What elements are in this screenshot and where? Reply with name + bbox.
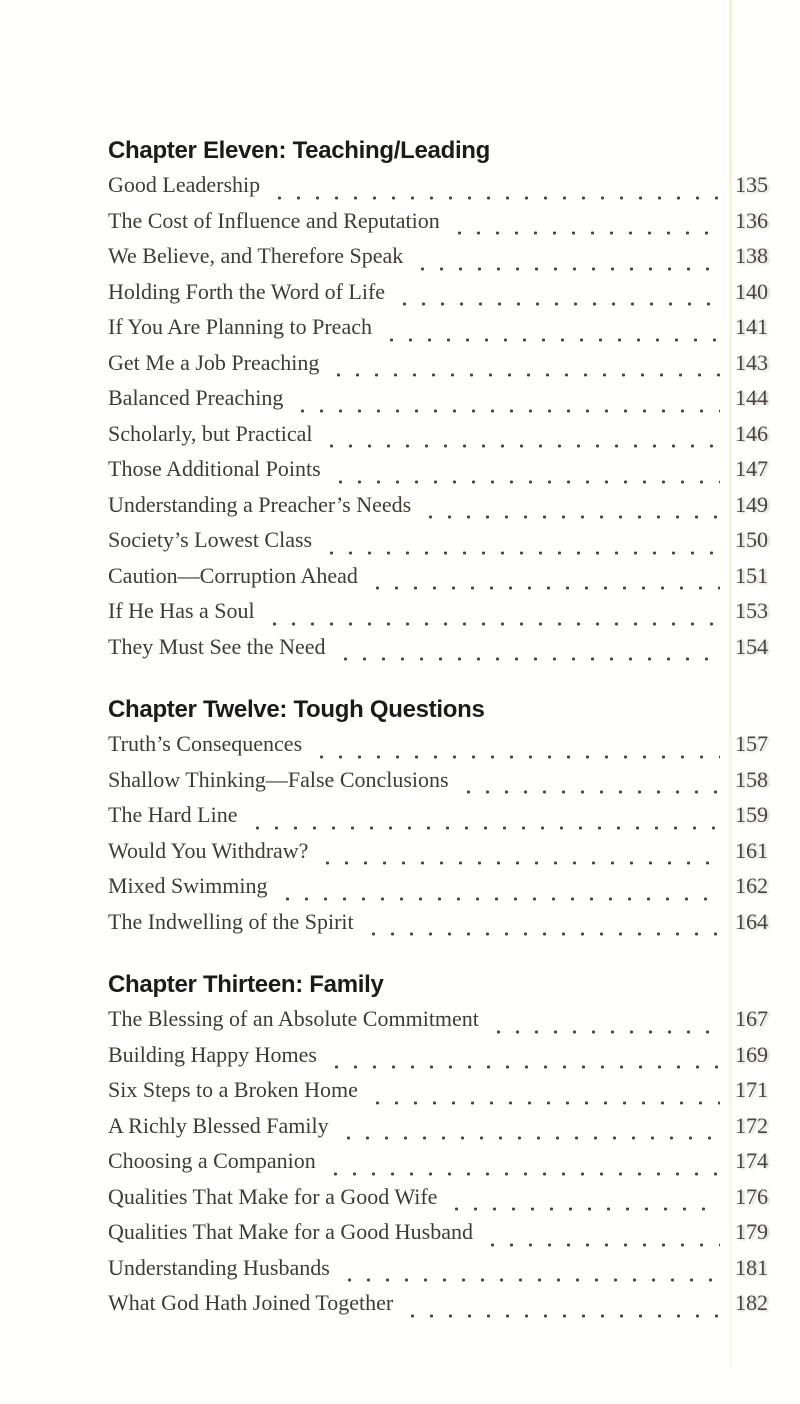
- dot-leader: [368, 1077, 720, 1113]
- table-of-contents: [108, 136, 768, 1326]
- toc-entry: [108, 456, 768, 492]
- dot-leader: [312, 731, 720, 767]
- toc-entry-page-number: 169: [735, 1041, 768, 1067]
- toc-entry-title: Good Leadership: [108, 172, 261, 197]
- toc-entry-title: Qualities That Make for a Good Husband: [108, 1219, 473, 1244]
- dot-leader: [403, 1290, 720, 1326]
- toc-entry-page-number: 146: [735, 420, 768, 446]
- toc-entry-page-number: 181: [735, 1254, 768, 1280]
- toc-entry-title: Mixed Swimming: [108, 873, 268, 898]
- toc-entry: [108, 563, 768, 599]
- toc-entry: [108, 314, 768, 350]
- toc-entry-page-number: 162: [735, 873, 768, 898]
- toc-entry-title: Building Happy Homes: [108, 1041, 317, 1067]
- toc-entry: [108, 873, 768, 909]
- toc-entry-page-number: 161: [735, 837, 768, 863]
- toc-entry: [108, 350, 768, 386]
- dot-leader: [322, 421, 720, 457]
- dot-leader: [329, 350, 720, 386]
- toc-entry-page-number: 164: [735, 908, 768, 934]
- toc-entry: [108, 767, 768, 803]
- toc-entry-page-number: 158: [735, 766, 768, 792]
- dot-leader: [327, 1042, 720, 1078]
- toc-entry-title: Six Steps to a Broken Home: [108, 1077, 358, 1102]
- toc-entry-page-number: 167: [735, 1006, 768, 1031]
- toc-entry: [108, 1077, 768, 1113]
- toc-entry-page-number: 143: [735, 349, 768, 375]
- toc-entry-title: Choosing a Companion: [108, 1148, 316, 1173]
- dot-leader: [322, 527, 720, 563]
- dot-leader: [278, 873, 720, 909]
- chapter-heading: Chapter Twelve: Tough Questions: [108, 696, 485, 723]
- toc-entry-title: The Blessing of an Absolute Commitment: [108, 1006, 479, 1031]
- toc-entry-page-number: 153: [735, 598, 768, 623]
- toc-entry-page-number: 136: [735, 207, 768, 233]
- dot-leader: [326, 1148, 720, 1184]
- dot-leader: [364, 909, 720, 945]
- toc-entry: [108, 731, 768, 767]
- toc-entry-page-number: 147: [735, 456, 768, 481]
- toc-entry: [108, 598, 768, 634]
- toc-entry-title: Would You Withdraw?: [108, 837, 309, 863]
- toc-entry-title: If He Has a Soul: [108, 598, 255, 623]
- toc-entry-title: The Indwelling of the Spirit: [108, 908, 354, 934]
- toc-entry: [108, 243, 768, 279]
- toc-entry-title: Caution—Corruption Ahead: [108, 562, 358, 588]
- toc-section: [108, 970, 768, 1326]
- toc-entry-title: We Believe, and Therefore Speak: [108, 243, 404, 268]
- toc-entry: [108, 492, 768, 528]
- toc-entry-title: What God Hath Joined Together: [108, 1290, 394, 1315]
- toc-entry: [108, 1219, 768, 1255]
- toc-entry-title: The Cost of Influence and Reputation: [108, 207, 440, 233]
- toc-entry: [108, 802, 768, 838]
- dot-leader: [265, 598, 720, 634]
- toc-entry-title: If You Are Planning to Preach: [108, 314, 372, 339]
- toc-entry-page-number: 157: [735, 731, 768, 756]
- toc-entry: [108, 385, 768, 421]
- dot-leader: [421, 492, 720, 528]
- toc-entry-title: Understanding Husbands: [108, 1254, 330, 1280]
- toc-entry-page-number: 150: [735, 527, 768, 552]
- toc-entry-page-number: 154: [735, 633, 768, 659]
- toc-entry-title: A Richly Blessed Family: [108, 1112, 329, 1138]
- toc-entry-page-number: 179: [735, 1219, 768, 1244]
- toc-entry-title: Scholarly, but Practical: [108, 420, 313, 446]
- dot-leader: [413, 243, 720, 279]
- toc-entry-title: Those Additional Points: [108, 456, 321, 481]
- toc-entry: [108, 1148, 768, 1184]
- dot-leader: [450, 208, 720, 244]
- dot-leader: [270, 172, 720, 208]
- toc-entry-page-number: 135: [735, 172, 768, 197]
- toc-entry: [108, 172, 768, 208]
- dot-leader: [336, 634, 721, 670]
- toc-entry-title: They Must See the Need: [108, 633, 326, 659]
- toc-entry-title: Holding Forth the Word of Life: [108, 278, 386, 304]
- toc-entry-page-number: 171: [735, 1077, 768, 1102]
- toc-entry: [108, 909, 768, 945]
- toc-entry: [108, 527, 768, 563]
- dot-leader: [318, 838, 720, 874]
- toc-entry-page-number: 172: [735, 1112, 768, 1138]
- toc-entry-page-number: 144: [735, 385, 768, 410]
- toc-entry-page-number: 138: [735, 243, 768, 268]
- toc-entry-title: Society’s Lowest Class: [108, 527, 313, 552]
- dot-leader: [339, 1113, 720, 1149]
- dot-leader: [459, 767, 720, 803]
- toc-entry: [108, 1184, 768, 1220]
- dot-leader: [368, 563, 720, 599]
- toc-entry: [108, 1113, 768, 1149]
- toc-entry-page-number: 149: [735, 491, 768, 517]
- toc-entry-page-number: 182: [735, 1290, 768, 1315]
- dot-leader: [489, 1006, 720, 1042]
- toc-entry-title: The Hard Line: [108, 802, 238, 827]
- toc-entry: [108, 421, 768, 457]
- toc-entry-title: Understanding a Preacher’s Needs: [108, 491, 412, 517]
- chapter-heading: Chapter Thirteen: Family: [108, 971, 384, 998]
- dot-leader: [447, 1184, 720, 1220]
- dot-leader: [293, 385, 720, 421]
- toc-entry: [108, 1290, 768, 1326]
- toc-entry-page-number: 176: [735, 1183, 768, 1209]
- toc-entry-title: Qualities That Make for a Good Wife: [108, 1183, 438, 1209]
- dot-leader: [331, 456, 720, 492]
- toc-entry: [108, 634, 768, 670]
- dot-leader: [382, 314, 720, 350]
- dot-leader: [395, 279, 720, 315]
- toc-section: [108, 695, 768, 944]
- toc-entry-page-number: 174: [735, 1148, 768, 1173]
- dot-leader: [483, 1219, 720, 1255]
- toc-entry-title: Truth’s Consequences: [108, 731, 303, 756]
- toc-entry-title: Get Me a Job Preaching: [108, 349, 320, 375]
- dot-leader: [248, 802, 721, 838]
- toc-entry-page-number: 141: [735, 314, 768, 339]
- toc-entry-page-number: 140: [735, 278, 768, 304]
- toc-entry: [108, 279, 768, 315]
- toc-entry: [108, 838, 768, 874]
- chapter-heading: Chapter Eleven: Teaching/Leading: [108, 137, 491, 164]
- toc-entry-page-number: 159: [735, 802, 768, 827]
- toc-entry-title: Balanced Preaching: [108, 385, 284, 410]
- dot-leader: [340, 1255, 720, 1291]
- toc-entry-title: Shallow Thinking—False Conclusions: [108, 766, 449, 792]
- toc-entry: [108, 1006, 768, 1042]
- toc-entry: [108, 208, 768, 244]
- toc-section: [108, 136, 768, 669]
- toc-entry: [108, 1255, 768, 1291]
- toc-entry-page-number: 151: [735, 562, 768, 588]
- toc-entry: [108, 1042, 768, 1078]
